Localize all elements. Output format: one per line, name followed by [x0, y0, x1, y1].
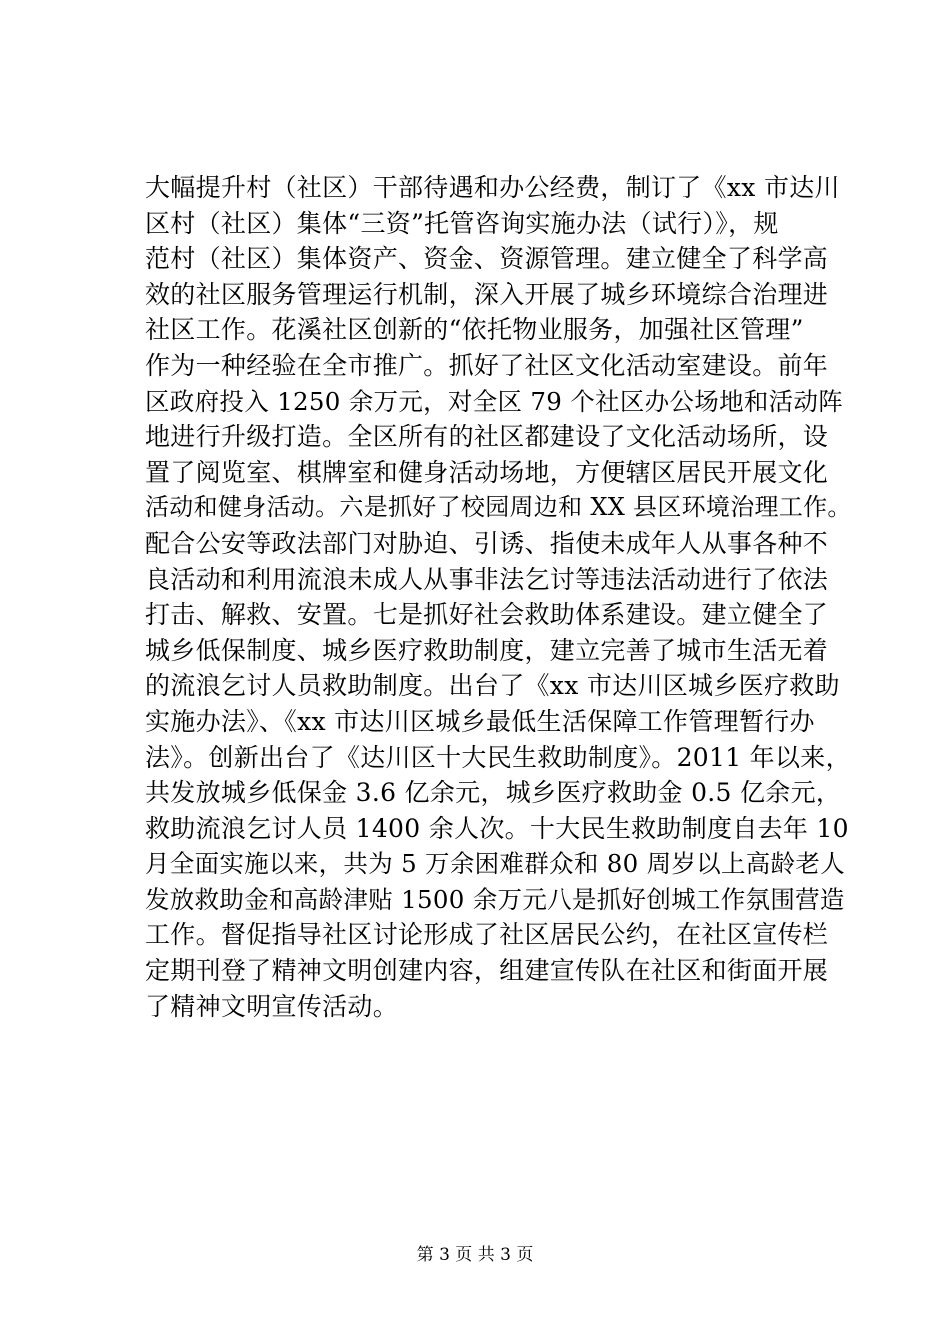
text-line: 共发放城乡低保金 3.6 亿余元，城乡医疗救助金 0.5 亿余元， — [145, 778, 842, 808]
text-line: 救助流浪乞讨人员 1400 余人次。十大民生救助制度自去年 10 — [145, 813, 849, 843]
text-line: 活动和健身活动。六是抓好了校园周边和 XX 县区环境治理工作。 — [145, 493, 852, 522]
text-line: 效的社区服务管理运行机制，深入开展了城乡环境综合治理进 — [145, 279, 829, 309]
text-line: 的流浪乞讨人员救助制度。出台了《xx 市达川区城乡医疗救助 — [145, 671, 840, 701]
text-line: 打击、解救、安置。七是抓好社会救助体系建设。建立健全了 — [145, 600, 829, 630]
text-line: 定期刊登了精神文明创建内容，组建宣传队在社区和街面开展 — [145, 956, 829, 986]
text-line: 区村（社区）集体“三资”托管咨询实施办法（试行）》，规 — [145, 208, 779, 238]
text-line: 实施办法》、《xx 市达川区城乡最低生活保障工作管理暂行办 — [145, 706, 815, 736]
text-line: 良活动和利用流浪未成人从事非法乞讨等违法活动进行了依法 — [145, 564, 829, 594]
text-line: 作为一种经验在全市推广。抓好了社区文化活动室建设。前年 — [145, 350, 829, 380]
page-footer — [0, 1243, 950, 1267]
text-line: 置了阅览室、棋牌室和健身活动场地，方便辖区居民开展文化 — [145, 457, 829, 487]
text-line: 法》。创新出台了《达川区十大民生救助制度》。2011 年以来， — [145, 742, 851, 772]
body-paragraph — [145, 170, 855, 1024]
text-line: 发放救助金和高龄津贴 1500 余万元八是抓好创城工作氛围营造 — [145, 884, 845, 914]
text-line: 地进行升级打造。全区所有的社区都建设了文化活动场所，设 — [145, 422, 829, 452]
text-line: 区政府投入 1250 余万元，对全区 79 个社区办公场地和活动阵 — [145, 386, 844, 416]
text-line: 范村（社区）集体资产、资金、资源管理。建立健全了科学高 — [145, 244, 829, 274]
text-line: 大幅提升村（社区）干部待遇和办公经费，制订了《xx 市达川 — [145, 173, 840, 202]
page-number-label: 第 3 页 共 3 页 — [416, 1245, 534, 1265]
text-line: 城乡低保制度、城乡医疗救助制度，建立完善了城市生活无着 — [145, 635, 829, 665]
text-line: 配合公安等政法部门对胁迫、引诱、指使未成年人从事各种不 — [145, 528, 829, 558]
text-line: 工作。督促指导社区讨论形成了社区居民公约，在社区宣传栏 — [145, 920, 829, 950]
text-line: 社区工作。花溪社区创新的“依托物业服务，加强社区管理” — [145, 315, 804, 345]
text-line: 了精神文明宣传活动。 — [145, 991, 399, 1021]
text-line: 月全面实施以来，共为 5 万余困难群众和 80 周岁以上高龄老人 — [145, 849, 846, 879]
